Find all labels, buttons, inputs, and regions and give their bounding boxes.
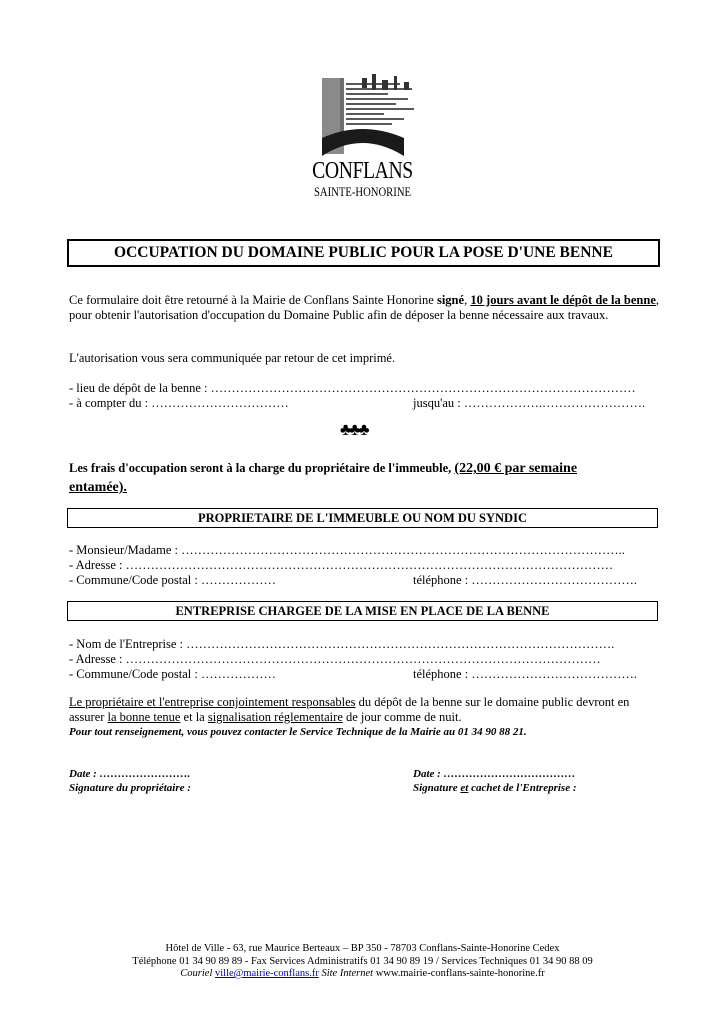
logo-city-name: CONFLANS: [312, 158, 413, 184]
company-commune-field[interactable]: - Commune/Code postal : ………………: [69, 667, 276, 681]
footer-address: Hôtel de Ville - 63, rue Maurice Berteaux – BP 350 - 78703 Conflans-Sainte-Honorine Cedex: [165, 943, 560, 954]
footer-contact: Couriel ville@mairie-conflans.fr Site Internet www.mairie-conflans-sainte-honorine.fr: [180, 968, 545, 979]
form-title: OCCUPATION DU DOMAINE PUBLIC POUR LA POSE D'UNE BENNE: [67, 239, 660, 267]
until-date-field[interactable]: jusqu'au : ……………….…………………….: [413, 396, 646, 410]
company-signature-label: Signature et cachet de l'Entreprise :: [413, 782, 577, 794]
clubs-separator: ♣♣♣: [340, 420, 368, 439]
intro-paragraph: Ce formulaire doit être retourné à la Mairie de Conflans Sainte Honorine signé, 10 jours avant le dépôt de la benne, pour obtenir l'autorisation d'occupation du Domaine Public afin de déposer la benne nécessaire aux travaux.: [69, 293, 659, 322]
owner-date-field[interactable]: Date : …………………….: [69, 768, 191, 780]
company-date-field[interactable]: Date : ………………………………: [413, 768, 576, 780]
owner-section-header: PROPRIETAIRE DE L'IMMEUBLE OU NOM DU SYNDIC: [67, 508, 658, 528]
company-section-header: ENTREPRISE CHARGEE DE LA MISE EN PLACE DE LA BENNE: [67, 601, 658, 621]
website-text: www.mairie-conflans-sainte-honorine.fr: [375, 968, 545, 979]
company-phone-field[interactable]: téléphone : ………………………………….: [413, 667, 637, 681]
logo-subtitle: SAINTE-HONORINE: [313, 184, 412, 199]
owner-signature-label: Signature du propriétaire :: [69, 782, 191, 794]
owner-address-field[interactable]: - Adresse : ………………………………………………………………………………………………………: [69, 558, 614, 572]
footer-phones: Téléphone 01 34 90 89 89 - Fax Services Administratifs 01 34 90 89 19 / Services Techniques 01 34 90 88 09: [132, 956, 593, 967]
fees-paragraph: Les frais d'occupation seront à la charge du propriétaire de l'immeuble, (22,00 € par semaine entamée).: [69, 461, 578, 495]
company-address-field[interactable]: - Adresse : ……………………………………………………………………………………………………: [69, 652, 601, 666]
company-name-field[interactable]: - Nom de l'Entreprise : ………………………………………………………………………………………….: [69, 637, 615, 651]
owner-name-field[interactable]: - Monsieur/Madame : ……………………………………………………………………………………………..: [69, 543, 625, 557]
notice-text: L'autorisation vous sera communiquée par retour de cet imprimé.: [69, 351, 396, 365]
owner-phone-field[interactable]: téléphone : ………………………………….: [413, 573, 637, 587]
from-date-field[interactable]: - à compter du : ……………………………: [69, 396, 289, 410]
location-field[interactable]: - lieu de dépôt de la benne : …………………………………………………………………………………………: [69, 381, 636, 395]
owner-commune-field[interactable]: - Commune/Code postal : ………………: [69, 573, 276, 587]
responsibility-paragraph: Le propriétaire et l'entreprise conjointement responsables du dépôt de la benne sur le domaine public devront en assurer la bonne tenue et la signalisation réglementaire de jour comme de nuit.: [69, 695, 630, 724]
contact-info: Pour tout renseignement, vous pouvez contacter le Service Technique de la Mairie au 01 34 90 88 21.: [69, 726, 527, 738]
email-link[interactable]: ville@mairie-conflans.fr: [215, 968, 319, 979]
